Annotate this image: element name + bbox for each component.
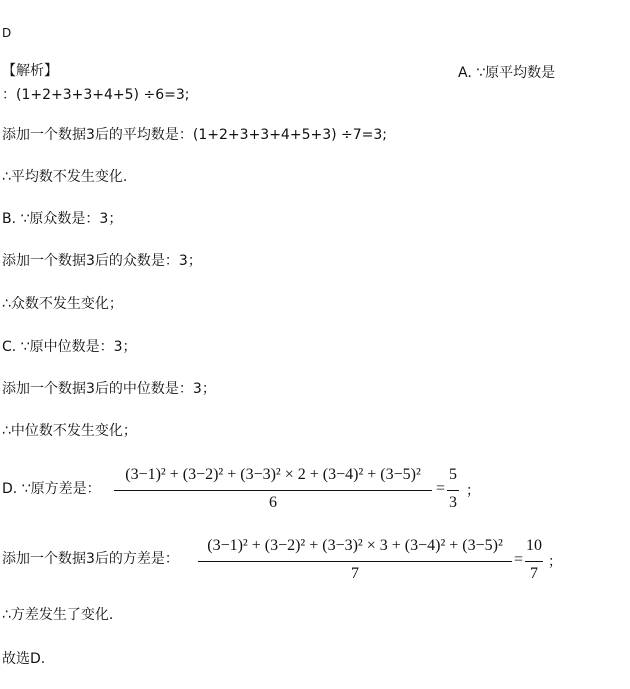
- fraction-bar: [198, 561, 512, 562]
- option-d-new-end: ；: [548, 554, 562, 570]
- option-c-new-value: 3；: [192, 381, 216, 397]
- option-d-orig-result: [446, 466, 460, 514]
- option-d-orig-result-den: 3: [449, 494, 457, 511]
- option-c-new-label: 添加一个数据3后的中位数是：: [2, 381, 193, 397]
- option-c-original: [2, 338, 137, 356]
- option-d-new-denominator: 7: [351, 565, 359, 582]
- option-c-orig-label: C. ∵原中位数是：: [2, 339, 114, 355]
- option-d-new-fraction: [196, 537, 514, 585]
- option-d-new-result: [524, 537, 544, 585]
- option-c-conclusion: ∴中位数不发生变化；: [2, 423, 137, 439]
- option-b-orig-value: 3；: [99, 211, 123, 227]
- option-d-orig-end: ；: [466, 483, 480, 499]
- fraction-bar: [525, 561, 543, 562]
- option-d-orig-equals: =: [436, 480, 446, 497]
- option-d-conclusion: ∴方差发生了变化.: [2, 607, 114, 623]
- option-b-new: [2, 252, 202, 270]
- analysis-label: 【解析】: [2, 63, 58, 79]
- option-d-new-equals: =: [514, 551, 524, 568]
- option-b-original: [2, 210, 122, 228]
- option-d-new-result-den: 7: [530, 565, 538, 582]
- fraction-bar: [114, 490, 432, 491]
- final-answer: 故选D.: [2, 651, 46, 667]
- option-d-new-numerator: (3−1)² + (3−2)² + (3−3)² × 3 + (3−4)² + (3−5)²: [207, 537, 503, 554]
- option-a-prefix: A. ∵原平均数是: [458, 65, 556, 81]
- option-a-conclusion: ∴平均数不发生变化.: [2, 169, 128, 185]
- option-b-conclusion: ∴众数不发生变化；: [2, 296, 123, 312]
- option-d-orig-fraction: [112, 466, 434, 514]
- option-d-new-label: 添加一个数据3后的方差是：: [2, 551, 179, 567]
- option-a-new-calc: (1+2+3+3+4+5+3) ÷7=3;: [192, 127, 388, 143]
- option-a-original-calc: ：(1+2+3+3+4+5) ÷6=3;: [2, 87, 190, 103]
- fraction-bar: [447, 490, 459, 491]
- option-d-orig-denominator: 6: [269, 494, 277, 511]
- option-d-orig-label: D. ∵原方差是：: [2, 481, 101, 497]
- option-c-new: [2, 380, 216, 398]
- option-d-new-result-num: 10: [526, 537, 542, 554]
- option-a-new-label: 添加一个数据3后的平均数是：: [2, 127, 193, 143]
- option-b-new-value: 3；: [178, 253, 202, 269]
- option-d-orig-numerator: (3−1)² + (3−2)² + (3−3)² × 2 + (3−4)² + (3−5)²: [125, 466, 421, 483]
- answer-letter: D: [2, 26, 12, 40]
- option-b-new-label: 添加一个数据3后的众数是：: [2, 253, 179, 269]
- option-c-orig-value: 3；: [113, 339, 137, 355]
- option-b-orig-label: B. ∵原众数是：: [2, 211, 100, 227]
- option-d-orig-result-num: 5: [449, 466, 457, 483]
- option-a-new-mean: [2, 126, 387, 144]
